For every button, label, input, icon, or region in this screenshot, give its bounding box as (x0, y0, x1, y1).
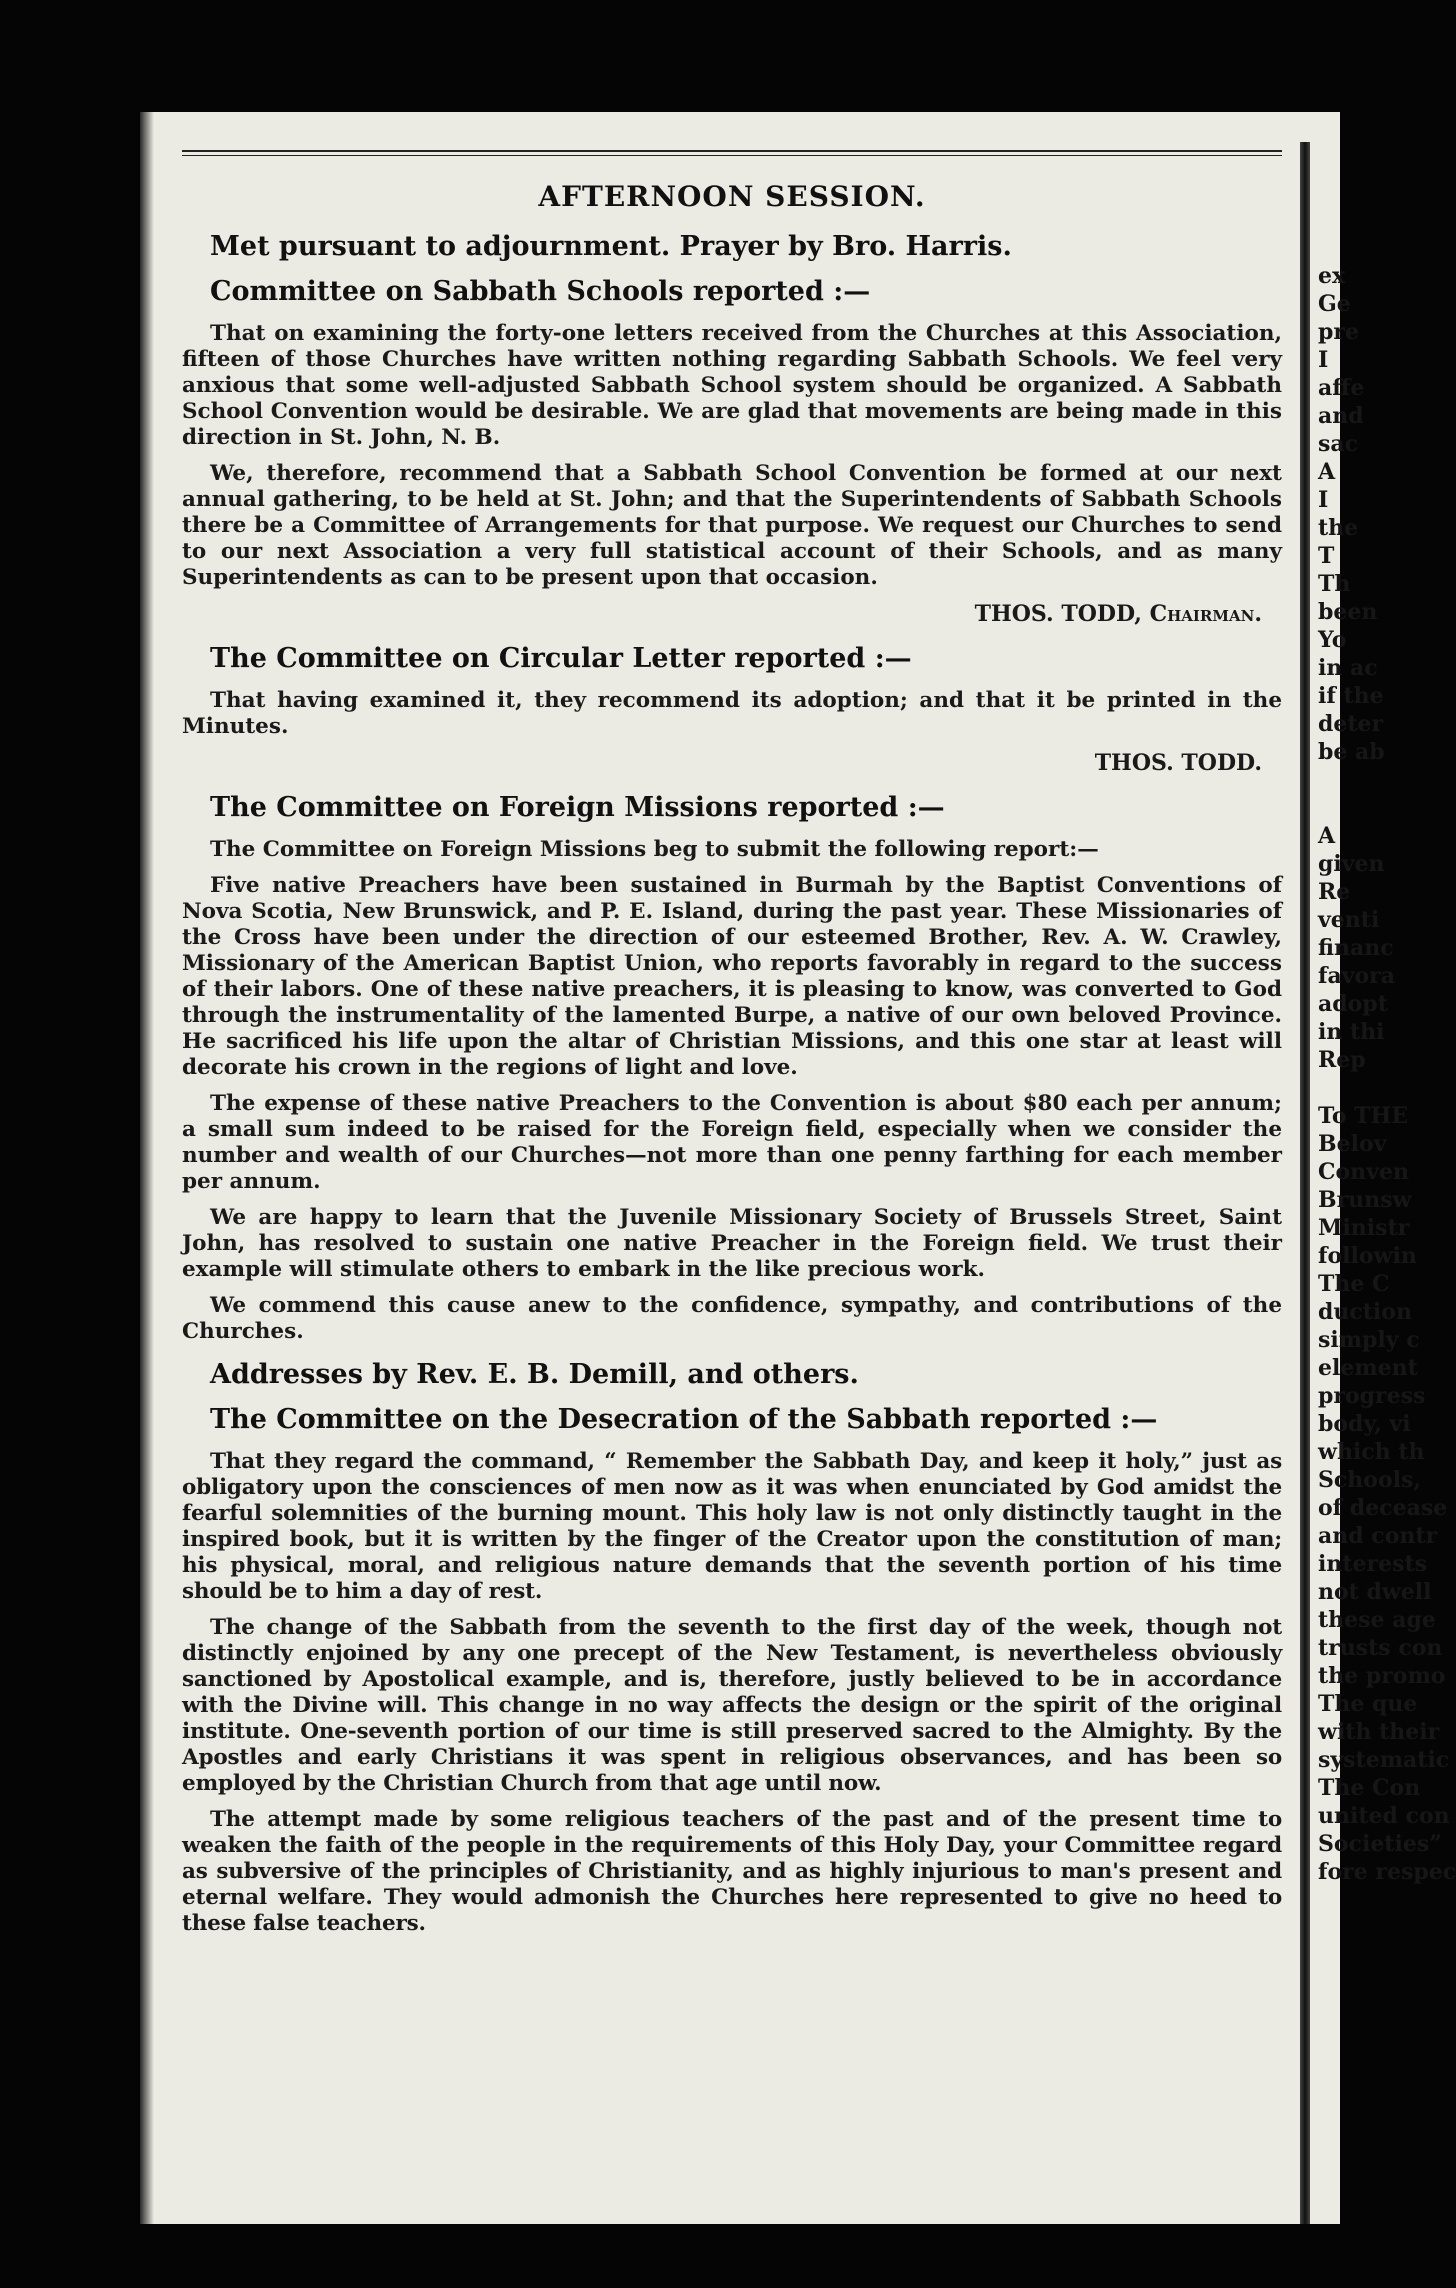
foreign-missions-section (182, 792, 1282, 1345)
adjacent-column-line: Schools, (1318, 1467, 1422, 1493)
adjacent-column-line: Ministr (1318, 1215, 1410, 1241)
adjacent-column-line: sac (1318, 431, 1359, 457)
page-binding-shadow (140, 112, 154, 2224)
adjacent-column-line: Societies” (1318, 1831, 1442, 1857)
adjacent-column-line: in thi (1318, 1019, 1385, 1045)
adjacent-column-line: favora (1318, 963, 1396, 989)
adjacent-column-line: which th (1318, 1439, 1425, 1465)
adjacent-column-line: Re (1318, 879, 1351, 905)
adjacent-column-line: Yo (1318, 627, 1347, 653)
foreign-missions-heading: The Committee on Foreign Missions reported :— (210, 792, 945, 823)
adjacent-column-line: simply c (1318, 1327, 1420, 1353)
signature (182, 601, 1262, 627)
adjacent-column-line: with their (1318, 1719, 1440, 1745)
adjacent-column-line: adopt (1318, 991, 1388, 1017)
sabbath-schools-heading: Committee on Sabbath Schools reported :— (210, 276, 871, 307)
foreign-missions-paragraph: We commend this cause anew to the confidence, sympathy, and contributions of the Churches. (182, 1293, 1282, 1344)
circular-letter-heading: The Committee on Circular Letter reported :— (210, 643, 912, 674)
sabbath-schools-paragraph: That on examining the forty-one letters received from the Churches at this Association, fifteen of those Churches have written nothing regarding Sabbath Schools. We feel very anxious that some well-adjusted Sabbath School system should be organized. A Sabbath School Convention would be desirable. We are glad that movements are being made in this direction in St. John, N. B. (182, 321, 1282, 450)
adjacent-column-line: The Con (1318, 1775, 1421, 1801)
top-rule (182, 150, 1282, 156)
adjacent-column-line: Brunsw (1318, 1187, 1412, 1213)
adjacent-column-fragment (1318, 262, 1456, 1886)
signature-name: THOS. TODD. (1094, 750, 1262, 776)
adjacent-column-line: and (1318, 403, 1364, 429)
adjacent-column-line (1318, 766, 1378, 794)
adjacent-column-line: been (1318, 599, 1378, 625)
adjacent-column-line: ex (1318, 263, 1346, 289)
adjacent-column-line: element (1318, 1355, 1418, 1381)
adjacent-column-line: in ac (1318, 655, 1378, 681)
signature-title: Chairman. (1149, 601, 1262, 627)
column-divider (1300, 142, 1310, 2224)
adjacent-column-line: financ (1318, 935, 1394, 961)
adjacent-column-line: body, vi (1318, 1411, 1411, 1437)
adjacent-column-line (1318, 1074, 1378, 1102)
adjacent-column-line: be ab (1318, 739, 1385, 765)
adjacent-column-line: progress (1318, 1383, 1426, 1409)
adjacent-column-line: pre (1318, 319, 1359, 345)
signature-name: THOS. TODD, (974, 601, 1142, 627)
opening-line: Met pursuant to adjournment. Prayer by Bro. Harris. (210, 231, 1012, 262)
adjacent-column-line: given (1318, 851, 1385, 877)
newspaper-page (140, 112, 1456, 2224)
sabbath-desecration-section (182, 1404, 1282, 1937)
adjacent-column-line: Th (1318, 571, 1351, 597)
adjacent-column-line: of decease (1318, 1495, 1448, 1521)
adjacent-column-line: T (1318, 543, 1335, 569)
adjacent-column-line: not dwell (1318, 1579, 1432, 1605)
adjacent-column-line: the (1318, 515, 1359, 541)
sabbath-desecration-heading: The Committee on the Desecration of the Sabbath reported :— (210, 1404, 1158, 1435)
adjacent-column-line: A (1318, 823, 1336, 849)
main-column (182, 150, 1282, 1947)
foreign-missions-paragraph: The expense of these native Preachers to the Convention is about $80 each per annum; a small sum indeed to be raised for the Foreign field, especially when we consider the number and wealth of our Churches—not more than one penny farthing for each member per annum. (182, 1091, 1282, 1194)
adjacent-column-line: these age (1318, 1607, 1436, 1633)
adjacent-column-line: trusts con (1318, 1635, 1443, 1661)
adjacent-column-line: I (1318, 487, 1329, 513)
session-title: AFTERNOON SESSION. (538, 180, 926, 213)
adjacent-column-line: the promo (1318, 1663, 1446, 1689)
foreign-missions-paragraph: The Committee on Foreign Missions beg to submit the following report:— (210, 837, 1099, 862)
circular-letter-paragraph: That having examined it, they recommend its adoption; and that it be printed in the Minutes. (182, 688, 1282, 739)
adjacent-column-line: if the (1318, 683, 1384, 709)
adjacent-column-line: deter (1318, 711, 1384, 737)
adjacent-column-line: I (1318, 347, 1329, 373)
adjacent-column-line: duction (1318, 1299, 1412, 1325)
circular-letter-section (182, 643, 1282, 776)
sabbath-desecration-paragraph: The attempt made by some religious teachers of the past and of the present time to weaken the faith of the people in the requirements of this Holy Day, your Committee regard as subversive of the principles of Christianity, and as highly injurious to man's present and eternal welfare. They would admonish the Churches here represented to give no heed to these false teachers. (182, 1807, 1282, 1936)
addresses-line: Addresses by Rev. E. B. Demill, and others. (210, 1359, 859, 1390)
adjacent-column-line: interests (1318, 1551, 1428, 1577)
adjacent-column-line: Belov (1318, 1131, 1387, 1157)
adjacent-column-line: A (1318, 459, 1336, 485)
sabbath-schools-paragraph: We, therefore, recommend that a Sabbath School Convention be formed at our next annual gathering, to be held at St. John; and that the Superintendents of Sabbath Schools there be a Committee of Arrangements for that purpose. We request our Churches to send to our next Association a very full statistical account of their Schools, and as many Superintendents as can to be present upon that occasion. (182, 461, 1282, 590)
adjacent-column-line: united con (1318, 1803, 1450, 1829)
foreign-missions-paragraph: Five native Preachers have been sustained in Burmah by the Baptist Conventions of Nova Scotia, New Brunswick, and P. E. Island, during the past year. These Missionaries of the Cross have been under the direction of our esteemed Brother, Rev. A. W. Crawley, Missionary of the American Baptist Union, who reports favorably in regard to the success of their labors. One of these native preachers, it is pleasing to know, was converted to God through the instrumentality of the lamented Burpe, a native of our own beloved Province. He sacrificed his life upon the altar of Christian Missions, and this one star at least will decorate his crown in the regions of light and love. (182, 873, 1282, 1080)
adjacent-column-line: Rep (1318, 1047, 1366, 1073)
sabbath-schools-section (182, 276, 1282, 627)
foreign-missions-paragraph: We are happy to learn that the Juvenile Missionary Society of Brussels Street, Saint John, has resolved to sustain one native Preacher in the Foreign field. We trust their example will stimulate others to embark in the like precious work. (182, 1205, 1282, 1282)
adjacent-column-line (1318, 794, 1378, 822)
adjacent-column-line: The que (1318, 1691, 1418, 1717)
adjacent-column-line: fore respec (1318, 1859, 1456, 1885)
adjacent-column-line: affe (1318, 375, 1365, 401)
adjacent-column-line: Ge (1318, 291, 1351, 317)
adjacent-column-line: followin (1318, 1243, 1417, 1269)
adjacent-column-line: Conven (1318, 1159, 1409, 1185)
sabbath-desecration-paragraph: The change of the Sabbath from the seventh to the first day of the week, though not distinctly enjoined by any one precept of the New Testament, is nevertheless obviously sanctioned by Apostolical example, and is, therefore, justly believed to be in accordance with the Divine will. This change in no way affects the design or the spirit of the original institute. One-seventh portion of our time is still preserved sacred to the Almighty. By the Apostles and early Christians it was spent in religious observances, and has been so employed by the Christian Church from that age until now. (182, 1615, 1282, 1796)
sabbath-desecration-paragraph: That they regard the command, “ Remember the Sabbath Day, and keep it holy,” just as obligatory upon the consciences of men now as it was when enunciated by God amidst the fearful solemnities of the burning mount. This holy law is not only distinctly taught in the inspired book, but it is written by the finger of the Creator upon the constitution of man; his physical, moral, and religious nature demands that the seventh portion of his time should be to him a day of rest. (182, 1449, 1282, 1604)
adjacent-column-line: venti (1318, 907, 1380, 933)
adjacent-column-line: To THE (1318, 1103, 1409, 1129)
adjacent-column-line: systematic (1318, 1747, 1450, 1773)
adjacent-column-line: The C (1318, 1271, 1390, 1297)
adjacent-column-line: and contr (1318, 1523, 1438, 1549)
